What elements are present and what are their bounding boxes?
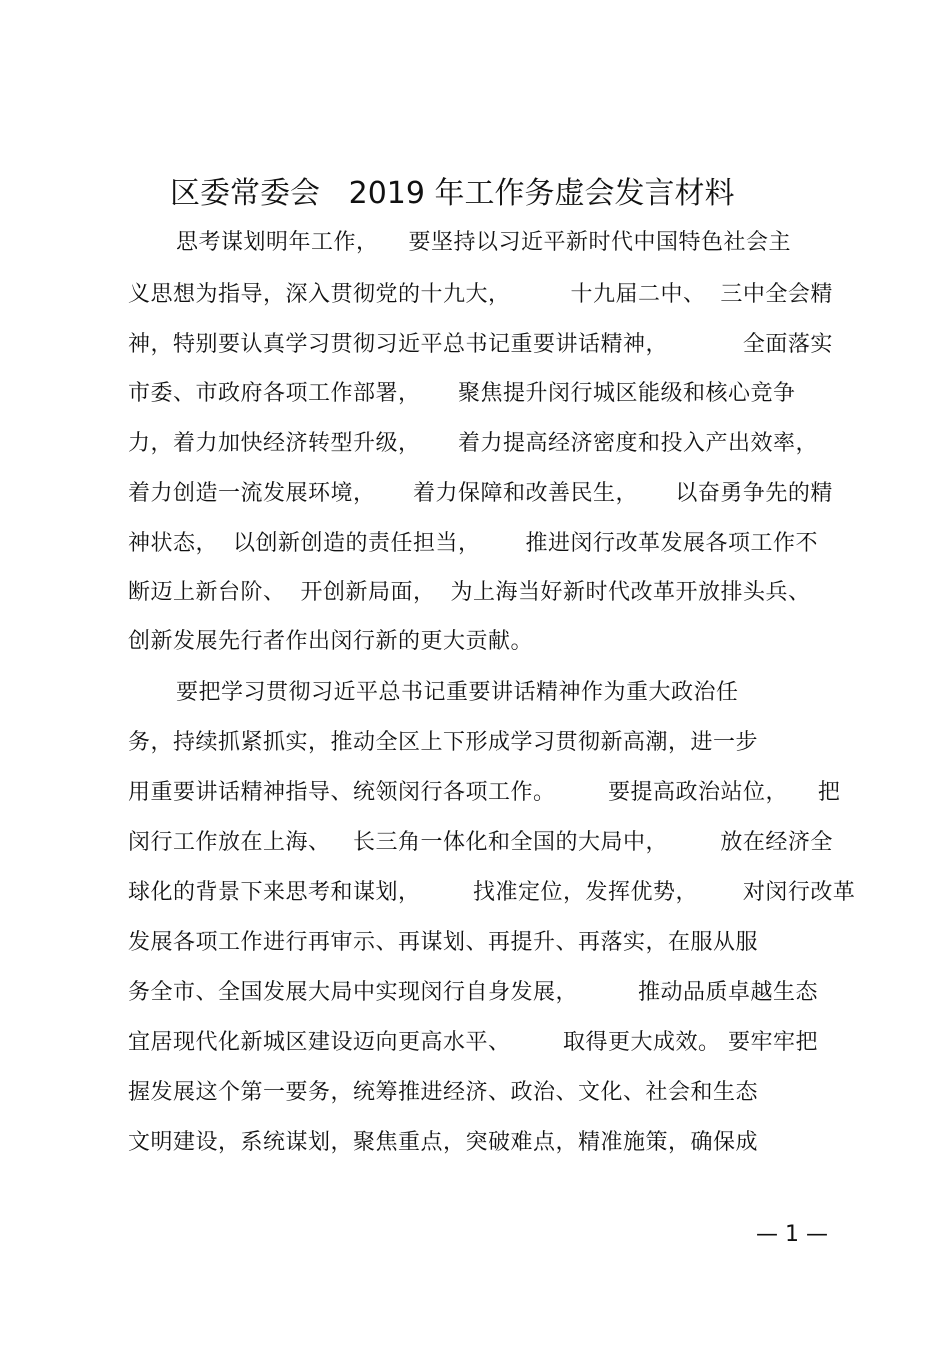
text-line: 宜居现代化新城区建设迈向更高水平、 取得更大成效。 要牢牢把	[128, 1030, 818, 1055]
text-line: 创新发展先行者作出闵行新的更大贡献。	[128, 629, 534, 654]
text-line: 力，着力加快经济转型升级， 着力提高经济密度和投入产出效率，	[128, 431, 818, 456]
text-line: 断迈上新台阶、 开创新局面， 为上海当好新时代改革开放排头兵、	[128, 580, 811, 605]
text-line: 用重要讲话精神指导、统领闵行各项工作。 要提高政治站位， 把	[128, 780, 841, 805]
text-line: 握发展这个第一要务，统筹推进经济、政治、文化、社会和生态	[128, 1080, 759, 1105]
text-line: 市委、市政府各项工作部署， 聚焦提升闵行城区能级和核心竞争	[128, 381, 796, 406]
text-line: 闵行工作放在上海、 长三角一体化和全国的大局中， 放在经济全	[128, 830, 833, 855]
text-line: 神，特别要认真学习贯彻习近平总书记重要讲话精神， 全面落实	[128, 332, 833, 357]
text-line: 着力创造一流发展环境， 着力保障和改善民生， 以奋勇争先的精	[128, 481, 833, 506]
page-number: — 1 —	[756, 1222, 828, 1247]
text-line: 务，持续抓紧抓实，推动全区上下形成学习贯彻新高潮，进一步	[128, 730, 759, 755]
document-title: 区委常委会 2019 年工作务虚会发言材料	[170, 176, 735, 211]
text-line: 神状态， 以创新创造的责任担当， 推进闵行改革发展各项工作不	[128, 531, 818, 556]
text-line: 要把学习贯彻习近平总书记重要讲话精神作为重大政治任	[176, 680, 739, 705]
text-line: 务全市、全国发展大局中实现闵行自身发展， 推动品质卓越生态	[128, 980, 818, 1005]
text-line: 发展各项工作进行再审示、再谋划、再提升、再落实，在服从服	[128, 930, 759, 955]
text-line: 球化的背景下来思考和谋划， 找准定位，发挥优势， 对闵行改革	[128, 880, 856, 905]
text-line: 思考谋划明年工作， 要坚持以习近平新时代中国特色社会主	[176, 230, 791, 255]
text-line: 义思想为指导，深入贯彻党的十九大， 十九届二中、 三中全会精	[128, 282, 833, 307]
text-line: 文明建设，系统谋划，聚焦重点，突破难点，精准施策，确保成	[128, 1130, 759, 1155]
